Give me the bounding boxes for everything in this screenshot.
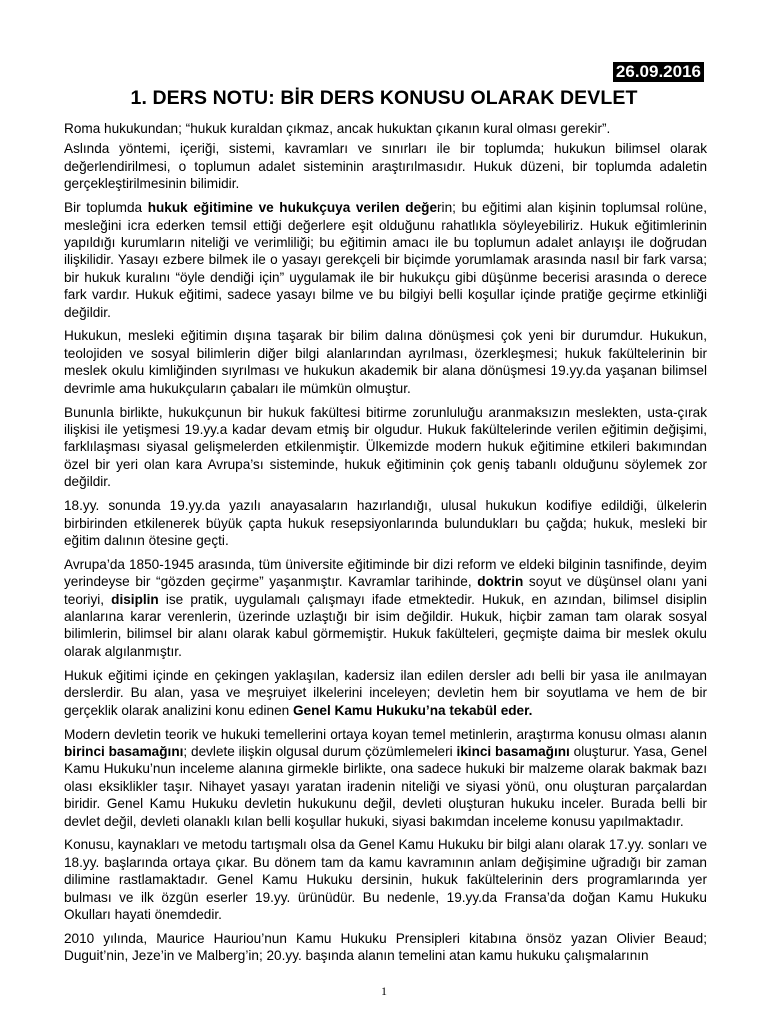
body-paragraph: [64, 836, 707, 923]
bold-text: disiplin: [111, 591, 159, 607]
paragraph-text: 2010 yılında, Maurice Hauriou’nun Kamu Hukuku Prensipleri kitabına önsöz yazan Olivier Beaud; Duguit’nin, Jeze’in ve Malberg’in; 20.yy. başında alanın temelini atan kamu hukuku çalışmalarının: [64, 930, 707, 964]
paragraph-text: ; devlete ilişkin olgusal durum çözümlemeleri: [183, 743, 457, 759]
bold-text: Genel Kamu Hukuku’na tekabül eder.: [292, 702, 533, 718]
paragraph-text: Hukuk eğitimi içinde en çekingen yaklaşılan, kadersiz ilan edilen dersler adı belli bir yasa ile anılmayan derslerdir. Bu alan, yasa ve meşruiyet ilkelerini inceleyen; devletin hem bir soyutlama ve hem de bir gerçeklik olarak analizini konu edinen: [64, 667, 707, 718]
paragraph-text: oluşturur. Yasa, Genel Kamu Hukuku’nun inceleme alanına girmekle birlikte, ona sadece hukuki bir malzeme olarak bakmak bazı olası eksiklikler taşır. Nihayet yasayı yaratan iradenin niteliği ve siyasi yönü, onu oluşturan parçalardan biridir. Genel Kamu Hukuku devletin hukukunu değil, devleti oluşturan hukuku inceler. Burada belli bir devlet değil, devleti olanaklı kılan belli koşullar hukuki, siyasi bakımdan inceleme konusu yapılmaktadır.: [64, 743, 707, 829]
body-paragraph: [64, 497, 707, 549]
paragraph-text: rin; bu eğitimi alan kişinin toplumsal rolüne, mesleğini icra ederken temsil ettiği değerlere eşit olduğunu rahatlıkla söyleyebiliriz. Hukuk eğitimlerinin yapıldığı kurumların niteliği ve verimliliği; bu eğitimin amacı ile bu toplumun adalet anlayışı ile doğrudan ilişkilidir. Yasayı ezbere bilmek ile o yasayı gerekçeli bir biçimde yorumlamak arasında nasıl bir fark varsa; bir hukuk kuralını “öyle dendiği için” uygulamak ile bir hukukçu gibi düşünme becerisi arasında o derece fark vardır. Hukuk eğitimi, sadece yasayı bilme ve bu bilgiyi belli koşullar içinde pratiğe geçirme etkinliği değildir.: [64, 200, 708, 320]
paragraph-text: ise pratik, uygulamalı çalışmayı ifade etmektedir. Hukuk, en azından, bilimsel disiplin alanlarına karar verenlerin, üzerinde uzlaştığı bir isim değildir. Hukuk, hiçbir zaman tam olarak sosyal bilimlerin, bilimsel bir alanı olarak kabul görmemiştir. Hukuk fakülteleri, geçmişte daima bir meslek okulu olarak algılanmıştır.: [64, 591, 707, 659]
body-paragraph: [64, 120, 707, 137]
paragraph-text: Bununla birlikte, hukukçunun bir hukuk fakültesi bitirme zorunluluğu aranmaksızın meslekten, usta-çırak ilişkisi ile yetişmesi 19.yy.a kadar devam etmiş bir olgudur. Hukuk fakültelerinde verilen eğitimin değişimi, farklılaşması siyasal gelişmelerden etkilenmiştir. Ülkemizde modern hukuk eğitimine etkileri bakımından özel bir yeri olan kara Avrupa’sı sisteminde, hukuk eğitiminin çok geniş tabanlı olduğunu söylemek zor değildir.: [64, 404, 707, 490]
paragraph-text: Roma hukukundan; “hukuk kuraldan çıkmaz, ancak hukuktan çıkanın kural olması gerekir”.: [64, 121, 611, 136]
page-number: 1: [381, 984, 387, 998]
paragraph-text: 18.yy. sonunda 19.yy.da yazılı anayasaların hazırlandığı, ulusal hukukun kodifiye edildiği, ülkelerin birbirinden etkilenerek büyük çapta hukuk resepsiyonlarında bulundukları bu çağda; hukuk, mesleki bir eğitim dalının ötesine geçti.: [64, 498, 707, 548]
body-paragraph: [64, 140, 707, 192]
paragraph-text: Avrupa’da 1850-1945 arasında, tüm üniversite eğitiminde bir dizi reform ve eldeki bilginin tasnifinde, deyim yerindeyse bir “gözden geçirme” yaşanmıştır. Kavramlar tarihinde,: [64, 556, 707, 590]
body-paragraph: [64, 930, 707, 965]
body-paragraph: [64, 667, 707, 719]
page-title: 1. DERS NOTU: BİR DERS KONUSU OLARAK DEVLET: [130, 87, 638, 109]
bold-text: ikinci basamağını: [456, 743, 570, 759]
document-body: [64, 120, 707, 971]
paragraph-text: Konusu, kaynakları ve metodu tartışmalı olsa da Genel Kamu Hukuku bir bilgi alanı olarak 17.yy. sonları ve 18.yy. başlarında ortaya çıkar. Bu dönem tam da kamu kavramının anlam değişimine uğradığı bir zaman dilimine rastlamaktadır. Genel Kamu Hukuku dersinin, hukuk fakültelerinin ders programlarında yer bulması ve ilk özgün eserler 19.yy. ürünüdür. Bu nedenle, 19.yy.da Fransa’da doğan Kamu Hukuku Okulları hayati önemdedir.: [64, 837, 707, 923]
bold-text: birinci basamağını: [64, 743, 184, 759]
paragraph-text: Modern devletin teorik ve hukuki temellerini ortaya koyan temel metinlerin, araştırma konusu olması alanın: [64, 726, 707, 742]
body-paragraph: [64, 404, 707, 491]
paragraph-text: Hukukun, mesleki eğitimin dışına taşarak bir bilim dalına dönüşmesi çok yeni bir durumdur. Hukukun, teolojiden ve sosyal bilimlerin diğer bilgi alanlarından ayrılması, özerkleşmesi; hukuk fakültelerinin bir meslek okulu kimliğinden sıyrılması ve hukukun akademik bir alana dönüşmesi 19.yy.da yaşanan bilimsel devrimle ama hukukçuların çabaları ile mümkün olmuştur.: [64, 328, 707, 396]
paragraph-text: soyut ve düşünsel olanı yani teoriyi,: [64, 574, 707, 607]
body-paragraph: [64, 556, 707, 660]
body-paragraph: [64, 726, 707, 830]
date-badge: 26.09.2016: [613, 62, 704, 82]
body-paragraph: [64, 327, 707, 397]
bold-text: doktrin: [477, 574, 524, 590]
paragraph-text: Bir toplumda: [64, 200, 148, 216]
bold-text: hukuk eğitimine ve hukukçuya verilen değe: [147, 200, 438, 216]
paragraph-text: Aslında yöntemi, içeriği, sistemi, kavramları ve sınırları ile bir toplumda; hukukun bilimsel olarak değerlendirilmesi, o toplumun adalet sisteminin araştırılmasıdır. Hukuk düzeni, bir toplumda adaletin gerçekleştirilmesinin bilimidir.: [64, 141, 707, 192]
body-paragraph: [64, 199, 707, 321]
